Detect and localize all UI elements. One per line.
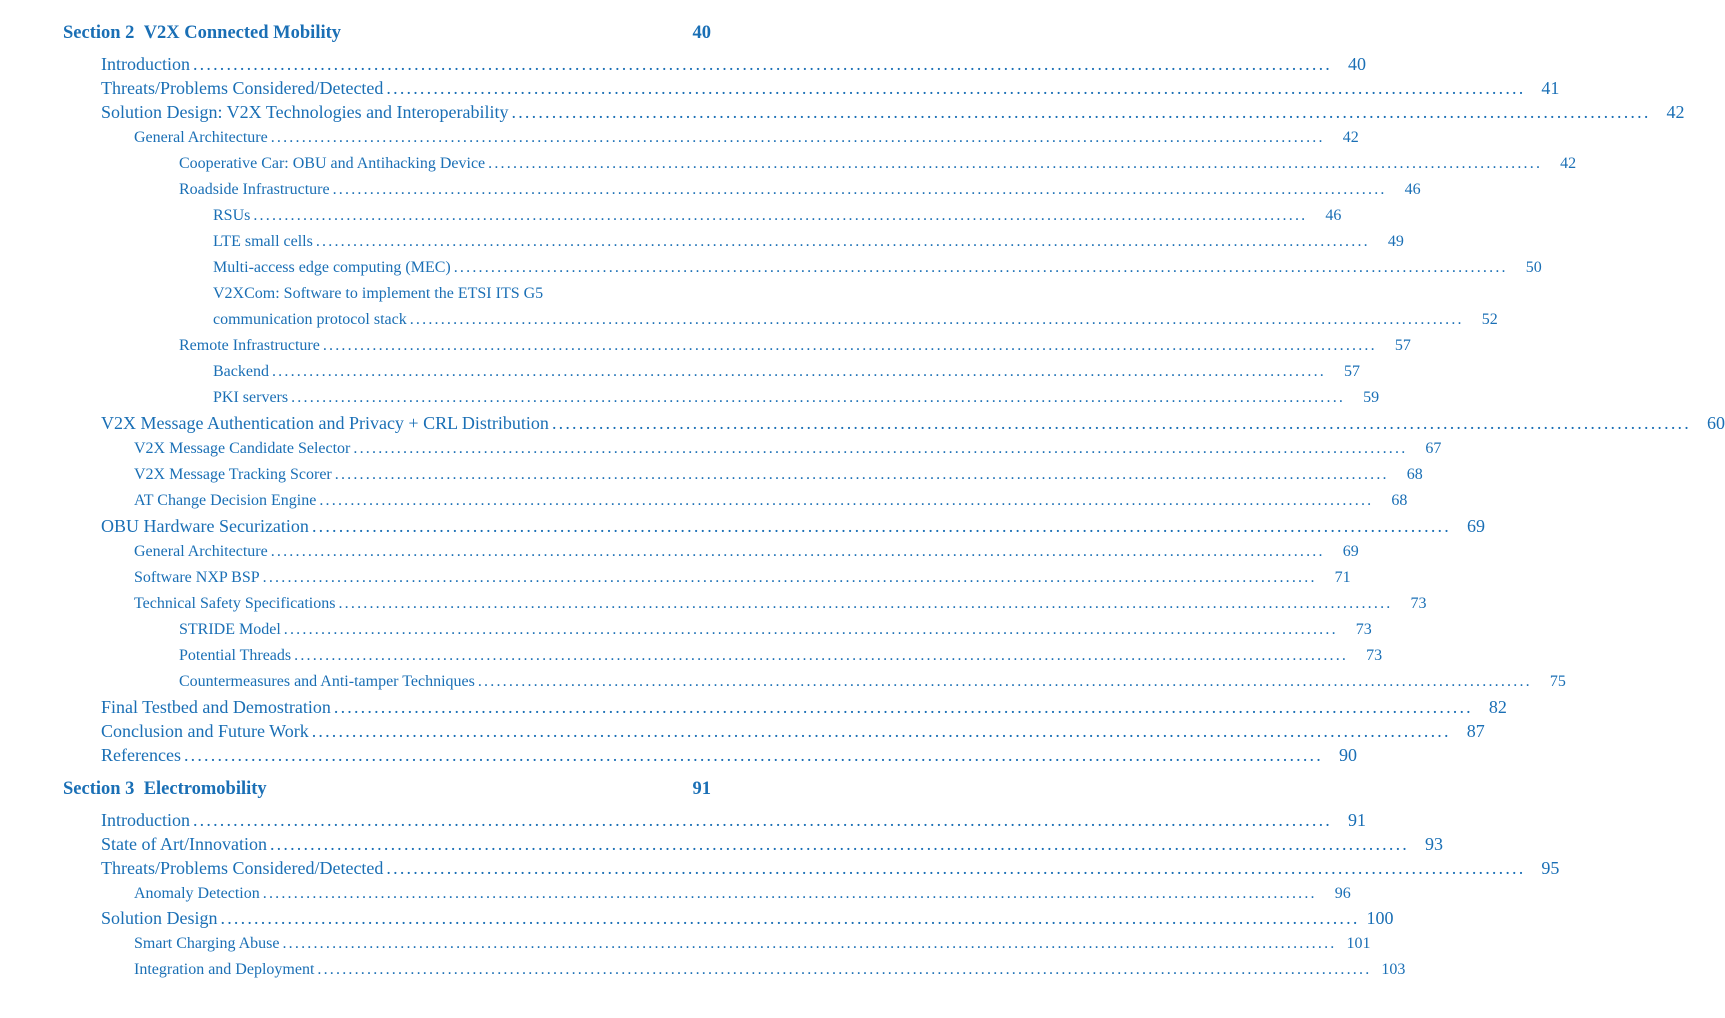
- page-number: 82: [1488, 697, 1507, 717]
- toc-entry[interactable]: [134, 492, 1408, 510]
- entry-title: Anomaly Detection: [134, 885, 260, 902]
- dot-leader: ..........................................................................................................................................................................: [271, 363, 1326, 380]
- section-title: Electromobility: [143, 779, 267, 799]
- dot-leader: ..........................................................................................................................................................................: [311, 516, 1451, 536]
- page-number: 69: [1466, 516, 1485, 536]
- dot-leader: ..........................................................................................................................................................................: [338, 595, 1393, 612]
- entry-title: RSUs: [213, 207, 251, 224]
- page-number: 71: [1334, 569, 1351, 586]
- page-number: 46: [1404, 181, 1421, 198]
- entry-title: General Architecture: [134, 543, 268, 560]
- toc-entry[interactable]: [101, 54, 1366, 75]
- section-number: Section 2: [63, 23, 135, 43]
- page-number: 57: [1394, 337, 1411, 354]
- page-number: 40: [692, 23, 711, 43]
- toc-entry[interactable]: [101, 810, 1366, 831]
- toc-entry[interactable]: [101, 413, 1725, 434]
- toc-entry[interactable]: [134, 595, 1427, 613]
- page-number: 59: [1363, 389, 1380, 406]
- page-number: 87: [1466, 721, 1485, 741]
- page-number: 93: [1424, 834, 1443, 854]
- dot-leader: ..........................................................................................................................................................................: [315, 233, 1370, 250]
- toc-entry[interactable]: [134, 885, 1351, 903]
- section-number: Section 3: [63, 779, 135, 799]
- entry-title-first-line[interactable]: V2XCom: Software to implement the ETSI ITS G5: [213, 285, 544, 302]
- toc-entry[interactable]: [101, 834, 1443, 855]
- toc-entry[interactable]: [101, 516, 1485, 537]
- page-number: 101: [1346, 935, 1371, 952]
- page-number: 49: [1387, 233, 1404, 250]
- entry-title: Integration and Deployment: [134, 961, 315, 978]
- toc-entry[interactable]: [101, 721, 1485, 742]
- page-number: 91: [692, 779, 711, 799]
- section-label: [63, 23, 693, 44]
- entry-title: State of Art/Innovation: [101, 834, 267, 854]
- toc-entry[interactable]: [179, 181, 1421, 199]
- toc-entry[interactable]: [179, 647, 1383, 665]
- entry-title: Cooperative Car: OBU and Antihacking Device: [179, 155, 486, 172]
- dot-leader: ..........................................................................................................................................................................: [322, 337, 1377, 354]
- dot-leader: ..........................................................................................................................................................................: [183, 745, 1323, 765]
- dot-leader: ..........................................................................................................................................................................: [282, 935, 1337, 952]
- entry-title: STRIDE Model: [179, 621, 281, 638]
- entry-title: Solution Design: V2X Technologies and Interoperability: [101, 102, 509, 122]
- page-number: 52: [1481, 311, 1498, 328]
- entry-title: V2X Message Tracking Scorer: [134, 466, 332, 483]
- dot-leader: ..........................................................................................................................................................................: [333, 697, 1473, 717]
- entry-title: References: [101, 745, 181, 765]
- dot-leader: ..........................................................................................................................................................................: [270, 129, 1325, 146]
- dot-leader: ..........................................................................................................................................................................: [291, 389, 1346, 406]
- section-heading[interactable]: [63, 23, 711, 44]
- dot-leader: ..........................................................................................................................................................................: [551, 413, 1691, 433]
- entry-title: Introduction: [101, 810, 190, 830]
- section-heading[interactable]: [63, 779, 711, 800]
- entry-title: Final Testbed and Demostration: [101, 697, 331, 717]
- toc-entry[interactable]: [213, 363, 1360, 381]
- entry-title: Potential Threads: [179, 647, 292, 664]
- page-number: 60: [1706, 413, 1725, 433]
- page-number: 95: [1541, 858, 1560, 878]
- page-number: 42: [1666, 102, 1685, 122]
- entry-title: Remote Infrastructure: [179, 337, 320, 354]
- dot-leader: ..........................................................................................................................................................................: [192, 810, 1332, 830]
- toc-entry[interactable]: [213, 389, 1380, 407]
- page-number: 50: [1525, 259, 1542, 276]
- toc-entry[interactable]: [101, 908, 1394, 929]
- entry-title: Software NXP BSP: [134, 569, 260, 586]
- dot-leader: ..........................................................................................................................................................................: [332, 181, 1387, 198]
- page-number: 46: [1325, 207, 1342, 224]
- dot-leader: ..........................................................................................................................................................................: [386, 858, 1526, 878]
- page-number: 57: [1343, 363, 1360, 380]
- entry-title: AT Change Decision Engine: [134, 492, 317, 509]
- toc-entry[interactable]: [213, 311, 1498, 329]
- toc-entry[interactable]: [213, 207, 1342, 225]
- entry-title: Solution Design: [101, 908, 218, 928]
- toc-entry[interactable]: [179, 673, 1566, 691]
- page-number: 69: [1342, 543, 1359, 560]
- dot-leader: ..........................................................................................................................................................................: [477, 673, 1532, 690]
- page-number: 42: [1342, 129, 1359, 146]
- page-number: 41: [1541, 78, 1560, 98]
- entry-title: communication protocol stack: [213, 311, 407, 328]
- entry-title: Technical Safety Specifications: [134, 595, 336, 612]
- dot-leader: ..........................................................................................................................................................................: [220, 908, 1360, 928]
- dot-leader: ..........................................................................................................................................................................: [453, 259, 1508, 276]
- dot-leader: ..........................................................................................................................................................................: [192, 54, 1332, 74]
- dot-leader: ..........................................................................................................................................................................: [319, 492, 1374, 509]
- page-number: 40: [1347, 54, 1366, 74]
- toc-entry[interactable]: [101, 78, 1560, 99]
- toc-entry[interactable]: [213, 233, 1404, 251]
- page-number: 90: [1338, 745, 1357, 765]
- dot-leader: ..........................................................................................................................................................................: [386, 78, 1526, 98]
- entry-title: Threats/Problems Considered/Detected: [101, 78, 384, 98]
- toc-entry[interactable]: [134, 961, 1406, 979]
- dot-leader: ..........................................................................................................................................................................: [262, 569, 1317, 586]
- entry-title: V2X Message Authentication and Privacy + CRL Distribution: [101, 413, 549, 433]
- dot-leader: ..........................................................................................................................................................................: [253, 207, 1308, 224]
- toc-entry[interactable]: [134, 440, 1442, 458]
- dot-leader: ..........................................................................................................................................................................: [262, 885, 1317, 902]
- section-label: [63, 779, 693, 800]
- toc-entry[interactable]: [134, 935, 1371, 953]
- toc-entry[interactable]: [134, 129, 1359, 147]
- toc-entry[interactable]: [179, 155, 1577, 173]
- entry-title: Countermeasures and Anti-tamper Techniques: [179, 673, 475, 690]
- dot-leader: ..........................................................................................................................................................................: [488, 155, 1543, 172]
- page-number: 100: [1366, 908, 1394, 928]
- toc-entry[interactable]: [179, 621, 1372, 639]
- toc-entry[interactable]: [101, 745, 1357, 766]
- dot-leader: ..........................................................................................................................................................................: [311, 721, 1451, 741]
- dot-leader: ..........................................................................................................................................................................: [353, 440, 1408, 457]
- page-number: 103: [1381, 961, 1406, 978]
- entry-title: LTE small cells: [213, 233, 313, 250]
- page-number: 75: [1549, 673, 1566, 690]
- entry-title: Smart Charging Abuse: [134, 935, 280, 952]
- toc-entry[interactable]: [101, 697, 1507, 718]
- toc-entry[interactable]: [134, 543, 1359, 561]
- entry-title: PKI servers: [213, 389, 289, 406]
- dot-leader: ..........................................................................................................................................................................: [334, 466, 1389, 483]
- toc-entry[interactable]: [179, 337, 1411, 355]
- page-number: 68: [1391, 492, 1408, 509]
- entry-title: Threats/Problems Considered/Detected: [101, 858, 384, 878]
- toc-entry[interactable]: [101, 858, 1560, 879]
- section-title: V2X Connected Mobility: [143, 23, 342, 43]
- dot-leader: ..........................................................................................................................................................................: [294, 647, 1349, 664]
- entry-title: Backend: [213, 363, 269, 380]
- entry-title: Roadside Infrastructure: [179, 181, 330, 198]
- page-number: 73: [1366, 647, 1383, 664]
- page-number: 42: [1560, 155, 1577, 172]
- page-number: 67: [1425, 440, 1442, 457]
- entry-title: OBU Hardware Securization: [101, 516, 309, 536]
- entry-title: Multi-access edge computing (MEC): [213, 259, 451, 276]
- dot-leader: ..........................................................................................................................................................................: [270, 543, 1325, 560]
- toc-entry[interactable]: [101, 102, 1685, 123]
- dot-leader: ..........................................................................................................................................................................: [283, 621, 1338, 638]
- entry-title: General Architecture: [134, 129, 268, 146]
- page-number: 91: [1347, 810, 1366, 830]
- dot-leader: ..........................................................................................................................................................................: [317, 961, 1372, 978]
- page-number: 96: [1334, 885, 1351, 902]
- page-number: 73: [1410, 595, 1427, 612]
- page-number: 68: [1406, 466, 1423, 483]
- toc-entry[interactable]: [134, 466, 1423, 484]
- dot-leader: ..........................................................................................................................................................................: [511, 102, 1651, 122]
- dot-leader: ..........................................................................................................................................................................: [409, 311, 1464, 328]
- dot-leader: ..........................................................................................................................................................................: [269, 834, 1409, 854]
- entry-title: Conclusion and Future Work: [101, 721, 309, 741]
- toc-entry[interactable]: [134, 569, 1351, 587]
- toc-entry[interactable]: [213, 259, 1542, 277]
- entry-title: V2X Message Candidate Selector: [134, 440, 351, 457]
- entry-title: Introduction: [101, 54, 190, 74]
- page-number: 73: [1355, 621, 1372, 638]
